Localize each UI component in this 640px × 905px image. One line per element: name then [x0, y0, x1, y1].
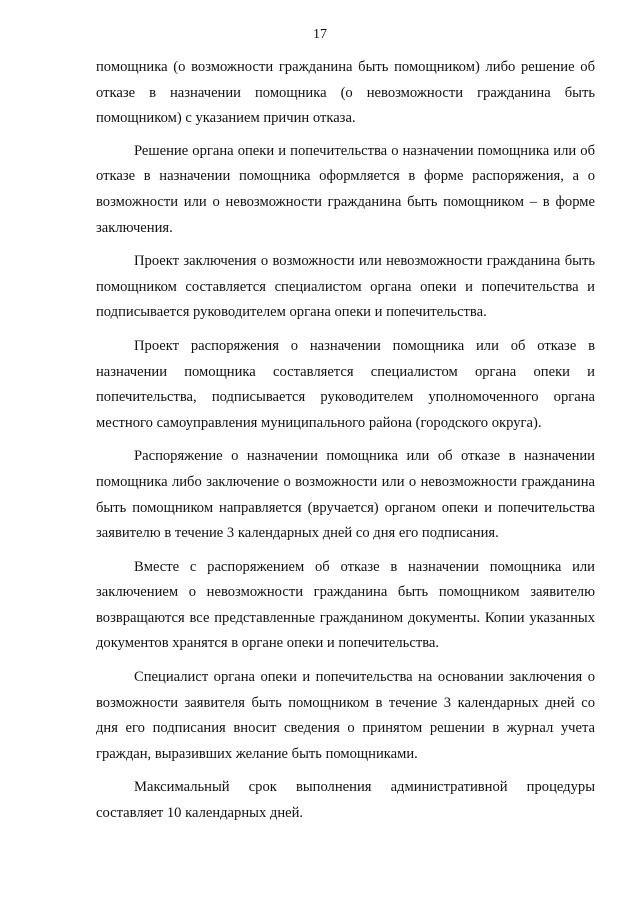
paragraph-continuation: помощника (о возможности гражданина быть помощником) либо решение об отказе в назначении помощника (о невозможности гражданина быть помощником) с указанием причин отказа. — [96, 59, 595, 127]
paragraph-order-draft: Проект распоряжения о назначении помощника или об отказе в назначении помощника составляется специалистом органа опеки и попечительства, подписывается руководителем уполномоченного органа местного самоуправления муниципального района (городского округа). — [96, 337, 595, 431]
paragraph-decision-form: Решение органа опеки и попечительства о назначении помощника или об отказе в назначении помощника оформляется в форме распоряжения, а о возможности или о невозможности гражданина быть помощником – в форме заключения. — [96, 142, 595, 236]
paragraph-journal-entry: Специалист органа опеки и попечительства на основании заключения о возможности заявителя быть помощником в течение 3 календарных дней со дня его подписания вносит сведения о принятом решении в журнал учета граждан, выразивших желание быть помощниками. — [96, 669, 595, 762]
paragraph-documents-return: Вместе с распоряжением об отказе в назначении помощника или заключением о невозможности гражданина быть помощником заявителю возвращаются все представленные гражданином документы. Копии указанных документов хранятся в органе опеки и попечительства. — [96, 558, 595, 652]
paragraph-conclusion-draft: Проект заключения о возможности или невозможности гражданина быть помощником составляется специалистом органа опеки и попечительства и подписывается руководителем органа опеки и попечительства. — [96, 253, 595, 321]
document-body — [96, 55, 595, 835]
paragraph-max-term: Максимальный срок выполнения административной процедуры составляет 10 календарных дней. — [96, 779, 595, 822]
page-number: 17 — [313, 27, 327, 42]
paragraph-delivery: Распоряжение о назначении помощника или об отказе в назначении помощника либо заключение о возможности или о невозможности гражданина быть помощником направляется (вручается) органом опеки и попечительства заявителю в течение 3 календарных дней со дня его подписания. — [96, 448, 595, 542]
